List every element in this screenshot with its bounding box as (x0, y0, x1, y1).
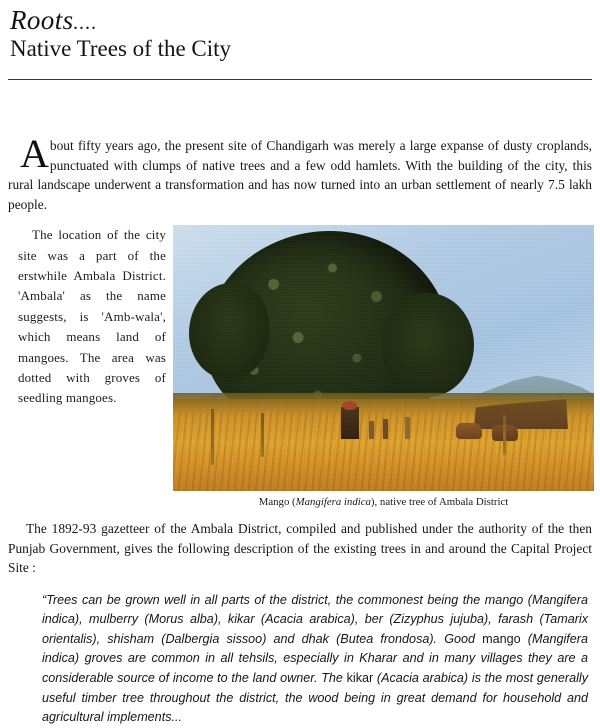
quote-roman-kikar: kikar (346, 670, 374, 685)
caption-pre: Mango ( (258, 496, 296, 509)
photo-stalk-two (261, 413, 264, 457)
masthead (6, 0, 594, 80)
quote-roman-mango: mango (482, 631, 521, 646)
gazetteer-paragraph: The 1892-93 gazetteer of the Ambala District, compiled and published under the authority of the then Punjab Government, gives the following description of the existing trees in and around the Capital Project Site : (8, 521, 592, 576)
lede-paragraph (8, 131, 592, 214)
drop-cap: A (20, 131, 49, 177)
photo-person-three (405, 417, 410, 439)
sidebar-paragraph (18, 225, 166, 409)
figure-mango-tree (173, 225, 594, 509)
quote-part-one: “Trees can be grown well in all parts of the district, the commonest being the mango (Mangifera indica), mulberry (Morus alba), kikar (Acacia arabica), ber (Zizyphus jujuba), farash (Tamarix orientalis), shisham (Dalbergia sissoo) and dhak (Butea frondosa). Good (42, 592, 588, 646)
caption-latin-name: Mangifera indica (295, 496, 371, 509)
header-divider (8, 79, 592, 80)
kicker-roots (10, 6, 594, 34)
gazetteer-blockquote (42, 591, 588, 728)
page-title: Native Trees of the City (10, 36, 232, 62)
kicker-word: Roots (10, 5, 74, 35)
photo-person-two (383, 419, 388, 439)
sidebar-text: The location of the city site was a part of the erstwhile Ambala District. 'Ambala' as the name suggests, is 'Amb-wala', which means land of mangoes. The area was dotted with groves of seedling mangoes. (18, 227, 166, 406)
photo-stalk-one (211, 409, 214, 465)
kicker-dots: .... (73, 12, 98, 34)
photo-mango-tree (173, 225, 594, 491)
photo-ox-left (456, 423, 482, 439)
figure-caption (173, 496, 594, 509)
photo-stalk-three (503, 415, 506, 455)
lede-text: bout fifty years ago, the present site of Chandigarh was merely a large expanse of dusty croplands, punctuated with clumps of native trees and a few odd hamlets. With the building of the city, this rural landscape underwent a transformation and has now turned into an urban settlement of nearly 7.5 lakh people. (8, 138, 592, 212)
photo-thresher (341, 407, 359, 439)
caption-post: ), native tree of Ambala District (370, 496, 509, 509)
quote-part-three: (Acacia arabica) is the most generally useful timber tree throughout the district, the wood being in great demand for household and agricultural implements... (42, 670, 588, 725)
quote-part-two: (Mangifera indica) groves are common in all tehsils, especially in Kharar and in many villages they are a considerable source of income to the land owner. The (42, 631, 588, 685)
photo-person-one (369, 421, 374, 439)
mid-section (6, 225, 594, 511)
